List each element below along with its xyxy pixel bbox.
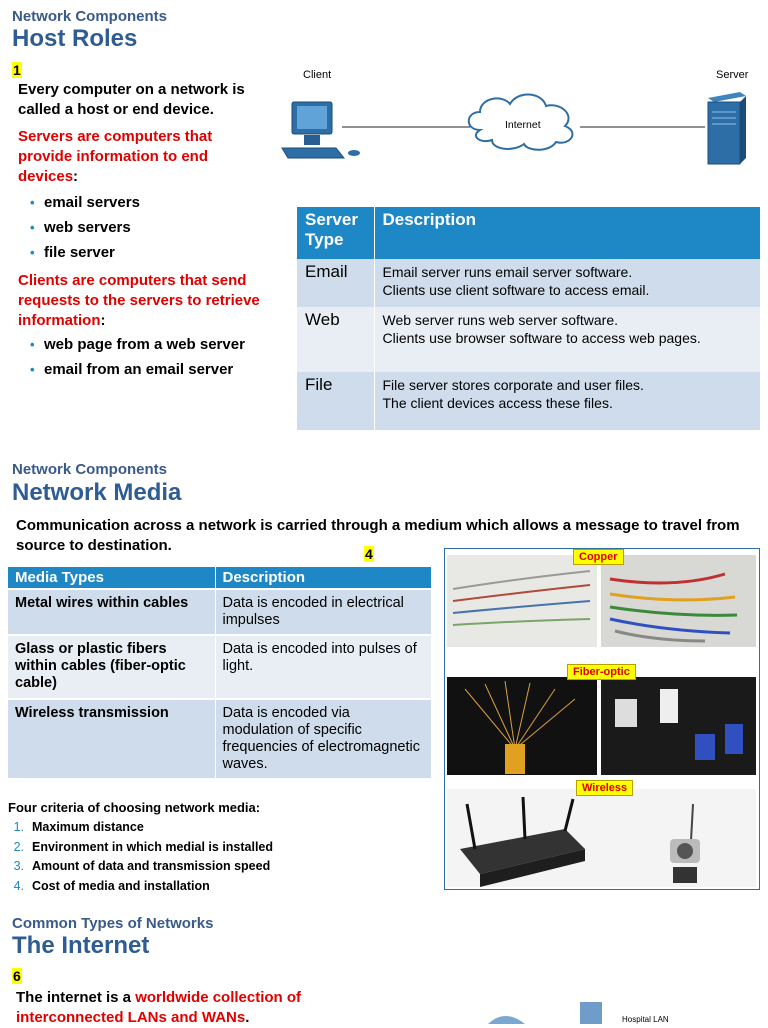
column-header: Description	[215, 567, 431, 589]
description-cell	[374, 307, 760, 372]
copper-tag: Copper	[573, 549, 624, 565]
slide-marker: 4	[365, 546, 373, 562]
table-row	[8, 589, 431, 635]
description-line: Email server runs email server software.	[382, 264, 633, 280]
column-header: Media Types	[8, 567, 215, 589]
server-tower-icon	[708, 92, 746, 164]
colon: :	[100, 312, 106, 329]
client-list	[28, 332, 245, 382]
list-item: • file server	[28, 240, 140, 265]
item-text: Amount of data and transmission speed	[32, 859, 271, 873]
slide-marker: 6	[13, 968, 21, 984]
media-photos-graphic	[445, 549, 759, 889]
item-number: 2.	[13, 839, 24, 854]
description-cell: Data is encoded via modulation of specific frequencies of electromagnetic waves.	[215, 699, 431, 778]
list-item: • email from an email server	[28, 357, 245, 382]
internet-title: The Internet	[12, 932, 150, 959]
description-cell	[374, 372, 760, 430]
list-item: • web servers	[28, 215, 140, 240]
list-item	[0, 857, 273, 877]
media-type-cell: Wireless transmission	[8, 699, 215, 778]
intro-text: The internet is a	[16, 989, 136, 1006]
host-roles-intro: Every computer on a network is called a host or end device.	[18, 81, 245, 118]
internet-intro	[16, 988, 336, 1028]
intro-emphasis: worldwide collection of interconnected LANs and WANs	[16, 989, 302, 1026]
host-roles-kicker: Network Components	[12, 8, 168, 25]
client-label: Client	[303, 69, 332, 81]
item-number: 3.	[13, 859, 24, 873]
internet-kicker: Common Types of Networks	[12, 915, 214, 932]
table-header-row	[8, 567, 431, 589]
description-line: Clients use browser software to access web pages.	[382, 330, 701, 346]
network-media-title: Network Media	[12, 479, 182, 506]
colon: :	[73, 168, 79, 185]
item-text: Maximum distance	[32, 820, 144, 834]
client-computer-icon	[282, 102, 360, 158]
clients-definition	[18, 271, 280, 331]
criteria-list	[0, 818, 273, 896]
description-cell	[374, 259, 760, 307]
table-header-row	[297, 207, 760, 259]
table-row	[297, 307, 760, 372]
client-server-diagram	[280, 60, 760, 170]
media-type-cell: Metal wires within cables	[8, 589, 215, 635]
hospital-lan-label: Hospital LAN	[622, 1015, 669, 1024]
item-text: Environment in which medial is installed	[32, 839, 274, 854]
list-item: • web page from a web server	[28, 332, 245, 357]
servers-definition-text: Servers are computers that provide information to end devices	[18, 128, 213, 185]
server-label: Server	[716, 69, 749, 81]
list-item: • email servers	[28, 190, 140, 215]
description-line: Web server runs web server software.	[382, 312, 618, 328]
wireless-tag: Wireless	[576, 780, 633, 796]
media-type-cell: Glass or plastic fibers within cables (fiber-optic cable)	[8, 635, 215, 699]
item-number: 4.	[13, 878, 24, 893]
list-item	[0, 818, 273, 838]
description-line: The client devices access these files.	[382, 395, 613, 411]
server-type-cell: File	[297, 372, 374, 430]
server-type-cell: Email	[297, 259, 374, 307]
internet-label: Internet	[505, 119, 541, 131]
description-line: Clients use client software to access email.	[382, 282, 650, 298]
clients-definition-text: Clients are computers that send requests to the servers to retrieve information	[18, 272, 260, 329]
item-number: 1.	[13, 820, 24, 834]
fiber-optic-tag: Fiber-optic	[567, 664, 636, 680]
network-media-kicker: Network Components	[12, 461, 168, 478]
server-type-cell: Web	[297, 307, 374, 372]
description-line: File server stores corporate and user files.	[382, 377, 644, 393]
description-cell: Data is encoded in electrical impulses	[215, 589, 431, 635]
table-row	[8, 635, 431, 699]
servers-definition	[18, 127, 268, 187]
column-header: Server Type	[297, 207, 374, 259]
server-list	[28, 190, 140, 265]
slide-marker: 1	[13, 62, 21, 78]
network-diagram-graphic	[280, 60, 760, 170]
network-media-intro: Communication across a network is carried through a medium which allows a message to travel from source to destination.	[16, 517, 740, 554]
server-types-table	[297, 207, 760, 430]
list-item	[0, 838, 273, 858]
table-row	[297, 259, 760, 307]
table-row	[8, 699, 431, 778]
criteria-title: Four criteria of choosing network media:	[8, 800, 261, 815]
intro-period: .	[245, 1009, 250, 1026]
column-header: Description	[374, 207, 760, 259]
table-row	[297, 372, 760, 430]
list-item	[0, 877, 273, 897]
description-cell: Data is encoded into pulses of light.	[215, 635, 431, 699]
media-images-panel	[444, 548, 760, 890]
internet-diagram-graphic	[480, 1000, 620, 1024]
item-text: Cost of media and installation	[32, 878, 210, 893]
media-types-table	[8, 567, 431, 778]
host-roles-title: Host Roles	[12, 25, 138, 52]
